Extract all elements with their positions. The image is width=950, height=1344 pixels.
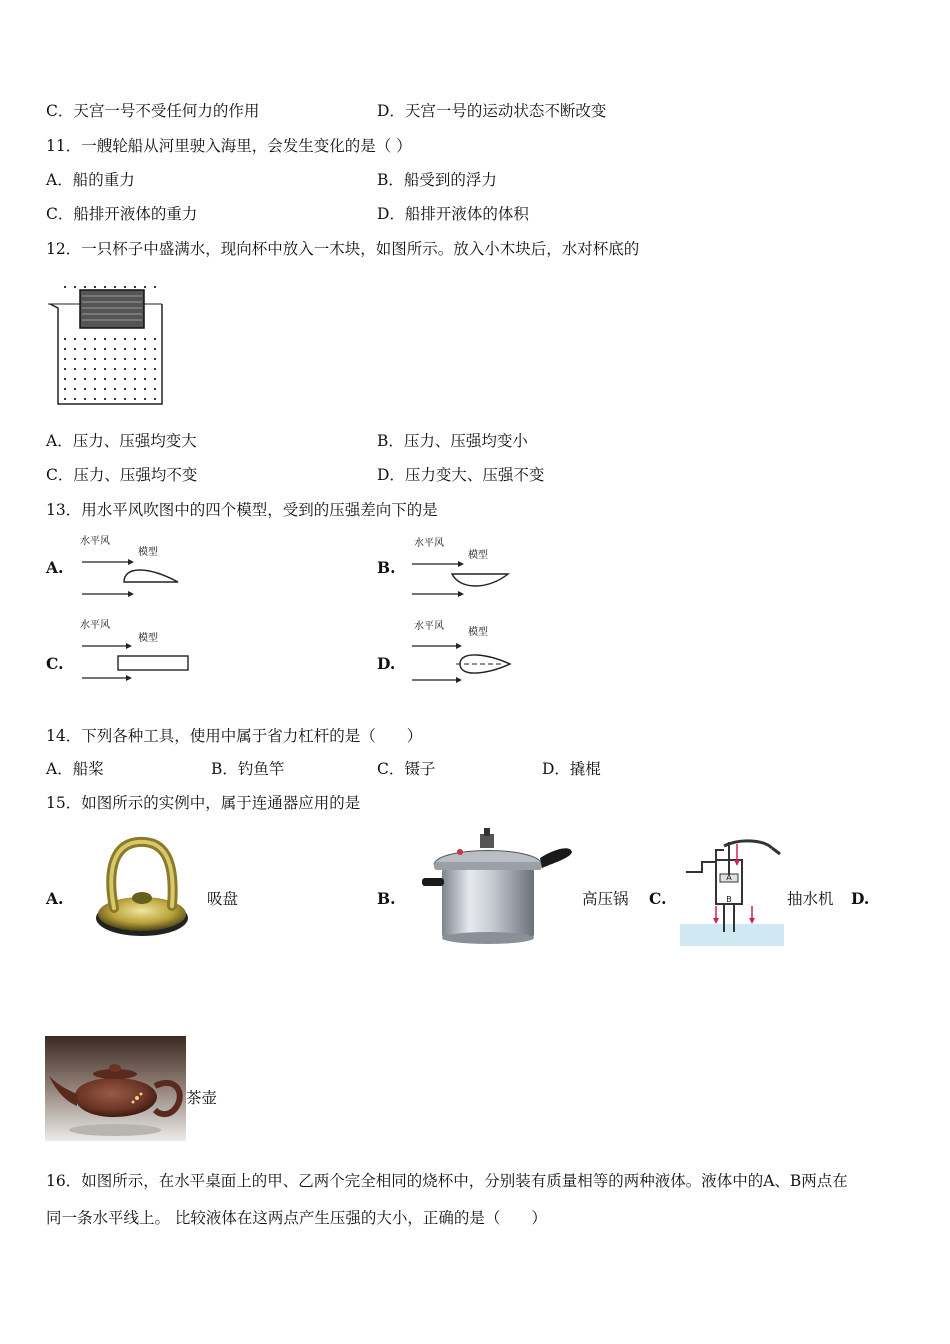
wind-label-a: 水平风 bbox=[80, 536, 110, 547]
model-label-c: 模型 bbox=[138, 633, 158, 644]
q11-option-b: B．船受到的浮力 bbox=[377, 171, 497, 189]
q11-option-c: C．船排开液体的重力 bbox=[46, 205, 198, 223]
q15-caption-c: 抽水机 bbox=[787, 890, 834, 908]
q15-label-a: A. bbox=[46, 889, 64, 908]
q12-option-a: A．压力、压强均变大 bbox=[46, 432, 197, 450]
q16-stem-line2: 同一条水平线上。 比较液体在这两点产生压强的大小，正确的是（ ） bbox=[46, 1209, 547, 1227]
suction-cup-image bbox=[92, 836, 196, 940]
q15-caption-d: 茶壶 bbox=[186, 1089, 218, 1107]
q11-option-d: D．船排开液体的体积 bbox=[377, 205, 529, 223]
q13-label-c: C. bbox=[46, 654, 64, 673]
q15-caption-b: 高压锅 bbox=[582, 890, 629, 908]
q11-option-a: A．船的重力 bbox=[46, 171, 135, 189]
q10-option-d: D．天宫一号的运动状态不断改变 bbox=[377, 102, 607, 120]
q14-option-a: A．船桨 bbox=[46, 760, 104, 778]
q13-label-b: B. bbox=[377, 558, 396, 577]
q15-label-c: C. bbox=[649, 889, 667, 908]
symmetric-model-d-figure bbox=[408, 636, 518, 686]
q16-stem-line1: 16．如图所示，在水平桌面上的甲、乙两个完全相同的烧杯中，分别装有质量相等的两种液体。液体中的A、B两点在 bbox=[46, 1172, 848, 1190]
teapot-image bbox=[45, 1036, 186, 1141]
wind-label-b: 水平风 bbox=[414, 538, 444, 549]
airfoil-model-a-figure bbox=[78, 552, 188, 600]
q12-option-d: D．压力变大、压强不变 bbox=[377, 466, 545, 484]
q12-option-b: B．压力、压强均变小 bbox=[377, 432, 528, 450]
model-label-a: 模型 bbox=[138, 547, 158, 558]
pressure-cooker-image bbox=[420, 828, 576, 946]
q13-stem: 13．用水平风吹图中的四个模型，受到的压强差向下的是 bbox=[46, 501, 438, 519]
model-label-b: 模型 bbox=[468, 550, 488, 561]
q13-label-d: D. bbox=[377, 654, 396, 673]
q14-option-d: D．撬棍 bbox=[542, 760, 601, 778]
pump-valve-a-label: A bbox=[726, 873, 732, 882]
q15-stem: 15．如图所示的实例中，属于连通器应用的是 bbox=[46, 794, 361, 812]
q15-label-d: D. bbox=[851, 889, 870, 908]
q14-stem: 14．下列各种工具，使用中属于省力杠杆的是（ ） bbox=[46, 727, 423, 745]
q10-option-c: C．天宫一号不受任何力的作用 bbox=[46, 102, 260, 120]
model-label-d: 模型 bbox=[468, 627, 488, 638]
cup-with-wood-block-figure bbox=[44, 286, 166, 410]
water-pump-diagram bbox=[680, 834, 784, 946]
q15-label-b: B. bbox=[377, 889, 396, 908]
rectangle-model-c-figure bbox=[78, 636, 192, 684]
q12-stem: 12．一只杯子中盛满水，现向杯中放入一木块，如图所示。放入小木块后，水对杯底的 bbox=[46, 240, 640, 258]
q12-option-c: C．压力、压强均不变 bbox=[46, 466, 198, 484]
q14-option-b: B．钓鱼竿 bbox=[211, 760, 285, 778]
q15-caption-a: 吸盘 bbox=[207, 890, 239, 908]
wind-label-c: 水平风 bbox=[80, 620, 110, 631]
q14-option-c: C．镊子 bbox=[377, 760, 436, 778]
pump-valve-b-label: B bbox=[726, 895, 732, 904]
airfoil-model-b-figure bbox=[408, 552, 518, 600]
q13-label-a: A. bbox=[46, 558, 64, 577]
q11-stem: 11．一艘轮船从河里驶入海里，会发生变化的是（ ） bbox=[46, 137, 412, 155]
wind-label-d: 水平风 bbox=[414, 621, 444, 632]
